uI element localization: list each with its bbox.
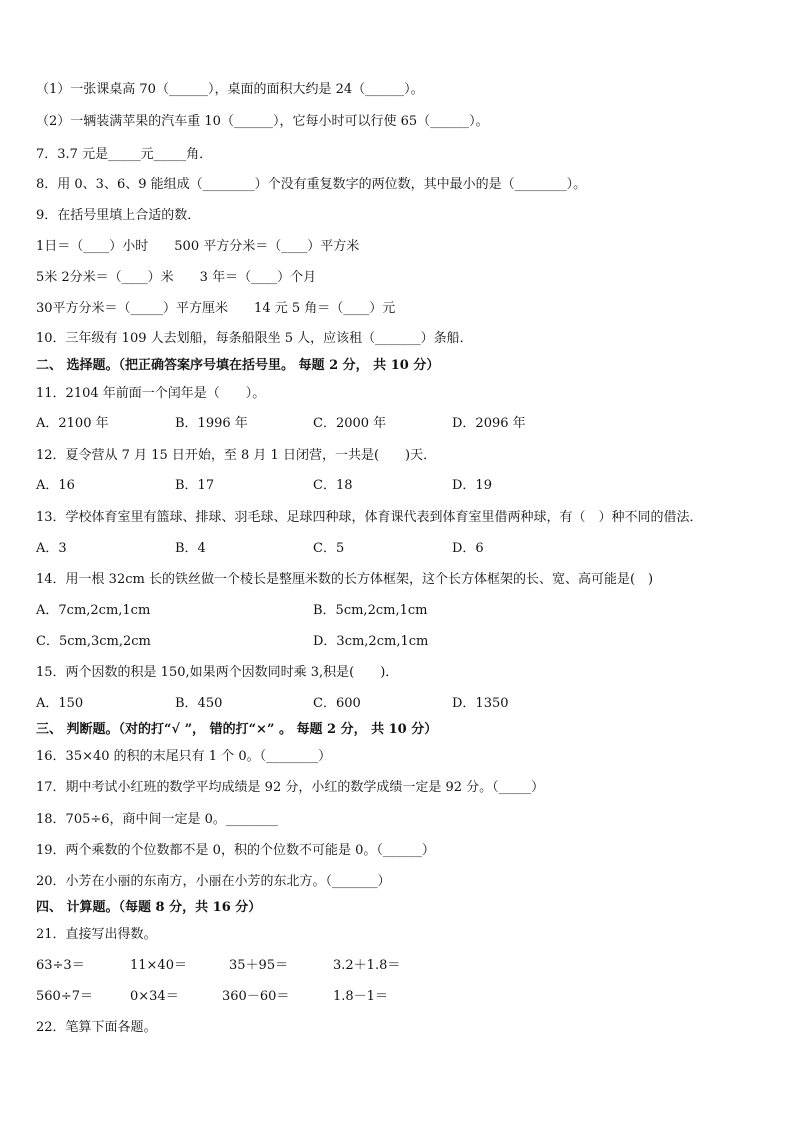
q18: 18．705÷6，商中间一定是 0。________ xyxy=(36,812,278,827)
q21-item-4: 3.2＋1.8＝ xyxy=(333,958,401,973)
q16: 16．35×40 的积的末尾只有 1 个 0。（________） xyxy=(36,749,332,764)
q22: 22．笔算下面各题。 xyxy=(36,1020,157,1035)
q12-stem: 12．夏令营从 7 月 15 日开始，至 8 月 1 日闭营，一共是( )天． xyxy=(36,448,437,463)
q21-item-3: 35＋95＝ xyxy=(229,958,289,973)
q15-option-c: C．600 xyxy=(313,696,361,711)
q14-stem: 14．用一根 32cm 长的铁丝做一个棱长是整厘米数的长方体框架，这个长方体框架的长、宽、高可能是( ) xyxy=(36,572,654,587)
section-2-heading: 二、 选择题。（把正确答案序号填在括号里。 每题 2 分， 共 10 分） xyxy=(36,358,440,373)
q12-option-d: D．19 xyxy=(452,478,492,493)
q11-option-c: C．2000 年 xyxy=(313,416,387,431)
q9-row2: 5米 2分米＝（____）米 3 年＝（____）个月 xyxy=(36,270,317,285)
q9-row3: 30平方分米＝（_____）平方厘米 14 元 5 角＝（____）元 xyxy=(36,301,396,316)
q20: 20．小芳在小丽的东南方，小丽在小芳的东北方。（_______） xyxy=(36,874,391,889)
q13-stem: 13．学校体育室里有篮球、排球、羽毛球、足球四种球，体育课代表到体育室里借两种球，有（ ）种不同的借法． xyxy=(36,510,703,525)
q21-item-6: 0×34＝ xyxy=(130,989,179,1004)
q21-item-1: 63÷3＝ xyxy=(36,958,85,973)
q14-option-a: A．7cm,2cm,1cm xyxy=(36,603,151,618)
q12-option-a: A．16 xyxy=(36,478,75,493)
q11-stem: 11．2104 年前面一个闰年是（ ）。 xyxy=(36,386,266,401)
q15-stem: 15．两个因数的积是 150,如果两个因数同时乘 3,积是( )． xyxy=(36,665,399,680)
q10: 10．三年级有 109 人去划船，每条船限坐 5 人，应该租（_______）条船． xyxy=(36,331,473,346)
section-3-heading: 三、 判断题。（对的打“√ ”， 错的打“×” 。 每题 2 分， 共 10 分） xyxy=(36,722,438,737)
section-4-heading: 四、 计算题。（每题 8 分，共 16 分） xyxy=(36,900,262,915)
q15-option-d: D．1350 xyxy=(452,696,509,711)
q14-option-b: B．5cm,2cm,1cm xyxy=(313,603,428,618)
q21-item-8: 1.8－1＝ xyxy=(333,989,388,1004)
q19: 19．两个乘数的个位数都不是 0，积的个位数不可能是 0。（______） xyxy=(36,843,435,858)
q14-option-c: C．5cm,3cm,2cm xyxy=(36,634,151,649)
q12-option-c: C．18 xyxy=(313,478,353,493)
q21-item-2: 11×40＝ xyxy=(130,958,187,973)
q21-item-5: 560÷7＝ xyxy=(36,989,93,1004)
q14-option-d: D．3cm,2cm,1cm xyxy=(313,634,429,649)
q8: 8．用 0、3、6、9 能组成（________）个没有重复数字的两位数，其中最小的是（________）。 xyxy=(36,177,587,192)
q13-option-b: B．4 xyxy=(175,541,206,556)
q15-option-a: A．150 xyxy=(36,696,84,711)
q7: 7．3.7 元是_____元_____角． xyxy=(36,147,213,162)
q12-option-b: B．17 xyxy=(175,478,215,493)
q15-option-b: B．450 xyxy=(175,696,223,711)
q11-option-b: B．1996 年 xyxy=(175,416,248,431)
q13-option-a: A．3 xyxy=(36,541,67,556)
q6-sub1: （1）一张课桌高 70（______），桌面的面积大约是 24（______）。 xyxy=(36,82,424,97)
q9-stem: 9．在括号里填上合适的数． xyxy=(36,208,201,223)
q6-sub2: （2）一辆装满苹果的汽车重 10（______），它每小时可以行使 65（______）。 xyxy=(36,114,489,129)
q21-item-7: 360－60＝ xyxy=(222,989,290,1004)
q11-option-d: D．2096 年 xyxy=(452,416,526,431)
q17: 17．期中考试小红班的数学平均成绩是 92 分，小红的数学成绩一定是 92 分。（_____） xyxy=(36,780,545,795)
q9-row1: 1日＝（____）小时 500 平方分米＝（____）平方米 xyxy=(36,239,360,254)
q13-option-d: D．6 xyxy=(452,541,484,556)
q21-stem: 21．直接写出得数。 xyxy=(36,927,157,942)
q13-option-c: C．5 xyxy=(313,541,345,556)
q11-option-a: A．2100 年 xyxy=(36,416,109,431)
